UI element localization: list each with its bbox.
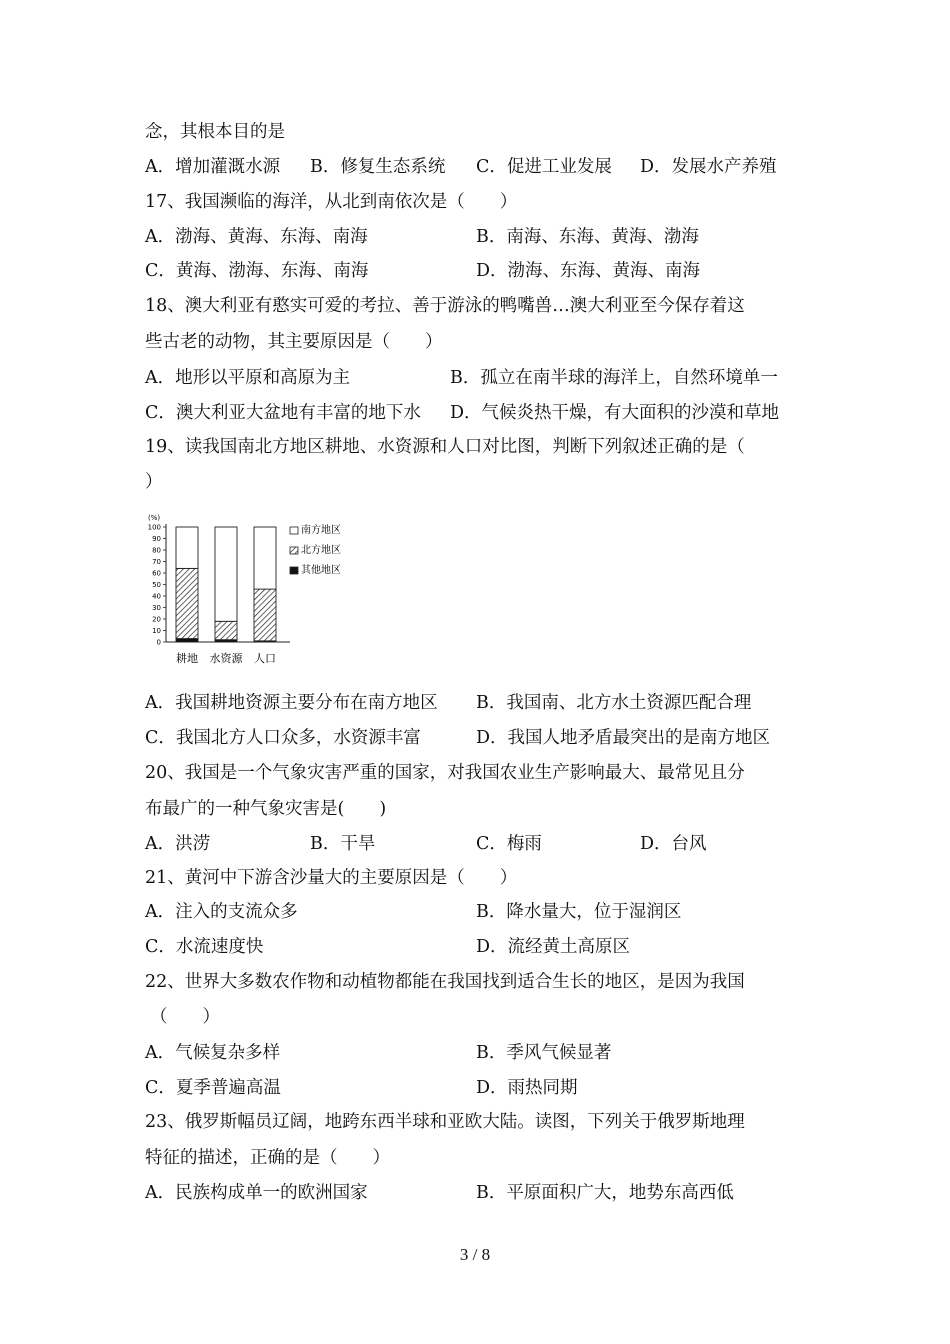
q17-option-d: D．渤海、东海、黄海、南海 xyxy=(476,261,701,281)
q22-option-c: C．夏季普遍高温 xyxy=(145,1078,281,1098)
q20-option-b: B．干旱 xyxy=(310,834,376,854)
q18-option-d: D．气候炎热干燥，有大面积的沙漠和草地 xyxy=(450,403,780,423)
bar-segment xyxy=(254,589,276,641)
q23-stem-line1: 23、俄罗斯幅员辽阔，地跨东西半球和亚欧大陆。读图，下列关于俄罗斯地理 xyxy=(145,1112,745,1132)
q20-stem-line1: 20、我国是一个气象灾害严重的国家，对我国农业生产影响最大、最常见且分 xyxy=(145,763,745,783)
y-tick-label: 80 xyxy=(152,546,161,555)
q23-stem-line2: 特征的描述，正确的是（ ） xyxy=(145,1148,390,1168)
q21-option-a: A．注入的支流众多 xyxy=(145,902,298,922)
legend-label: 南方地区 xyxy=(301,525,341,536)
q22-option-d: D．雨热同期 xyxy=(476,1078,578,1098)
q16-option-b: B．修复生态系统 xyxy=(310,157,446,177)
x-tick-label: 耕地 xyxy=(176,652,198,665)
q22-option-b: B．季风气候显著 xyxy=(476,1043,612,1063)
q22-option-a: A．气候复杂多样 xyxy=(145,1043,281,1063)
bar-segment xyxy=(215,621,237,639)
y-tick-label: 40 xyxy=(152,592,161,601)
bar-segment xyxy=(215,527,237,621)
y-tick-label: 50 xyxy=(152,581,161,589)
q19-option-c: C．我国北方人口众多，水资源丰富 xyxy=(145,728,421,748)
y-tick-label: 70 xyxy=(152,558,161,566)
q20-stem-line2: 布最广的一种气象灾害是( ) xyxy=(145,799,387,819)
legend-swatch xyxy=(290,567,298,574)
q16-option-c: C．促进工业发展 xyxy=(476,157,612,177)
x-tick-label: 人口 xyxy=(254,652,276,665)
q21-stem: 21、黄河中下游含沙量大的主要原因是（ ） xyxy=(145,868,518,888)
q22-stem-line2: （ ） xyxy=(150,1007,220,1027)
q21-option-c: C．水流速度快 xyxy=(145,937,264,957)
bar-segment xyxy=(176,568,198,638)
q18-stem-line1: 18、澳大利亚有憨实可爱的考拉、善于游泳的鸭嘴兽…澳大利亚至今保存着这 xyxy=(145,296,745,316)
q21-option-b: B．降水量大，位于湿润区 xyxy=(476,902,682,922)
legend-label: 北方地区 xyxy=(301,545,341,556)
q17-option-a: A．渤海、黄海、东海、南海 xyxy=(145,227,368,247)
q19-stem-line1: 19、读我国南北方地区耕地、水资源和人口对比图，判断下列叙述正确的是（ xyxy=(145,437,745,457)
q19-option-a: A．我国耕地资源主要分布在南方地区 xyxy=(145,693,438,713)
q17-option-c: C．黄海、渤海、东海、南海 xyxy=(145,261,369,281)
q17-stem: 17、我国濒临的海洋，从北到南依次是（ ） xyxy=(145,192,518,212)
q18-option-a: A．地形以平原和高原为主 xyxy=(145,368,351,388)
bar-segment xyxy=(176,639,198,642)
page-number: 3 / 8 xyxy=(459,1245,491,1264)
q18-option-b: B．孤立在南半球的海洋上，自然环境单一 xyxy=(450,368,778,388)
bar-segment xyxy=(254,527,276,589)
resource-comparison-chart xyxy=(140,510,370,670)
q23-option-a: A．民族构成单一的欧洲国家 xyxy=(145,1183,368,1203)
q19-stem-line2: ） xyxy=(145,472,163,492)
q20-option-c: C．梅雨 xyxy=(476,834,542,854)
legend-swatch xyxy=(290,547,298,554)
q16-option-d: D．发展水产养殖 xyxy=(640,157,777,177)
bar-segment xyxy=(176,527,198,568)
q18-stem-line2: 些古老的动物，其主要原因是（ ） xyxy=(145,332,443,352)
q19-option-b: B．我国南、北方水土资源匹配合理 xyxy=(476,693,752,713)
y-tick-label: 30 xyxy=(152,604,161,612)
q20-option-a: A．洪涝 xyxy=(145,834,211,854)
y-tick-label: 0 xyxy=(156,638,161,647)
y-tick-label: 20 xyxy=(152,615,161,624)
legend-swatch xyxy=(290,527,298,534)
chart-unit-label: (%) xyxy=(148,514,161,522)
q21-option-d: D．流经黄土高原区 xyxy=(476,937,631,957)
legend-label: 其他地区 xyxy=(301,565,341,576)
q16-stem-tail: 念，其根本目的是 xyxy=(145,122,285,142)
q23-option-b: B．平原面积广大，地势东高西低 xyxy=(476,1183,734,1203)
q19-option-d: D．我国人地矛盾最突出的是南方地区 xyxy=(476,728,771,748)
y-tick-label: 90 xyxy=(152,535,161,543)
y-tick-label: 10 xyxy=(152,627,161,635)
y-tick-label: 100 xyxy=(147,523,161,532)
q20-option-d: D．台风 xyxy=(640,834,707,854)
q22-stem-line1: 22、世界大多数农作物和动植物都能在我国找到适合生长的地区，是因为我国 xyxy=(145,972,745,992)
x-tick-label: 水资源 xyxy=(209,652,243,665)
q17-option-b: B．南海、东海、黄海、渤海 xyxy=(476,227,699,247)
q16-option-a: A．增加灌溉水源 xyxy=(145,157,281,177)
q18-option-c: C．澳大利亚大盆地有丰富的地下水 xyxy=(145,403,421,423)
y-tick-label: 60 xyxy=(152,569,161,578)
